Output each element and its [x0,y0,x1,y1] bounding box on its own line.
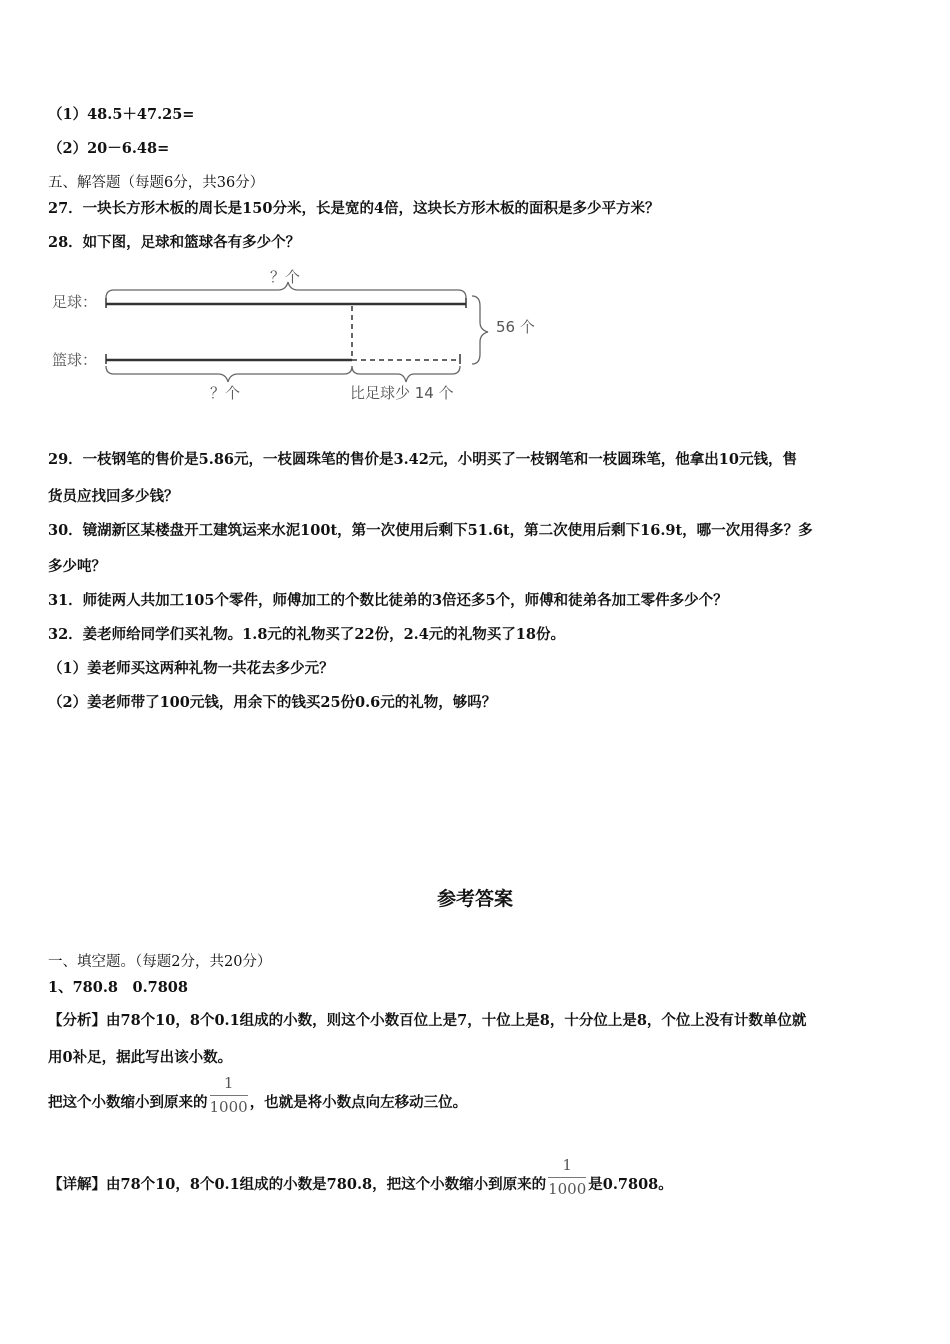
answers-section-1-heading: 一、填空题。（每题2分，共20分） [48,954,272,970]
ball-diagram [48,262,548,412]
diff-brace [352,366,460,382]
calc-question-1: （1）48.5＋47.25= [48,106,195,123]
question-30-line-2: 多少吨？ [48,558,106,575]
total-label: 56 个 [496,318,535,336]
diff-label: 比足球少 14 个 [350,384,454,402]
football-question-label: ？个 [270,268,301,286]
football-label: 足球： [52,293,98,311]
calc-question-2: （2）20－6.48= [48,140,170,157]
answer-1-analysis-line-2: 用0补足，据此写出该小数。 [48,1049,233,1066]
question-27: 27．一块长方形木板的周长是150分米，长是宽的4倍，这块长方形木板的面积是多少平方米？ [48,200,660,217]
answer-1-detail-line [48,1156,673,1206]
shrink-text-after: ，也就是将小数点向左移动三位。 [249,1094,468,1111]
question-32-part-2: （2）姜老师带了100元钱，用余下的钱买25份0.6元的礼物，够吗？ [48,694,497,711]
answers-title: 参考答案 [436,888,513,910]
fraction-one-thousandth: $\frac{1}{1000}$ [209,1074,248,1116]
detail-text-before: 【详解】由78个10，8个0.1组成的小数是780.8，把这个小数缩小到原来的 [48,1176,547,1193]
basketball-label: 篮球： [52,351,98,369]
question-29-line-1: 29．一枝钢笔的售价是5.86元，一枝圆珠笔的售价是3.42元，小明买了一枝钢笔和一枝圆珠笔，他拿出10元钱，售 [48,451,797,468]
basketball-brace [106,366,352,382]
question-29-line-2: 货员应找回多少钱？ [48,488,179,505]
question-32: 32．姜老师给同学们买礼物。1.8元的礼物买了22份，2.4元的礼物买了18份。 [48,626,565,643]
shrink-text-before: 把这个小数缩小到原来的 [48,1094,208,1111]
total-brace [472,296,488,364]
question-31: 31．师徒两人共加工105个零件，师傅加工的个数比徒弟的3倍还多5个，师傅和徒弟各加工零件多少个？ [48,592,728,609]
question-28: 28．如下图，足球和篮球各有多少个？ [48,234,301,251]
answer-1: 1、780.8 0.7808 [48,979,188,996]
answer-1-analysis-line-1: 【分析】由78个10，8个0.1组成的小数，则这个小数百位上是7，十位上是8，十分位上是8，个位上没有计数单位就 [48,1012,807,1029]
fraction-one-thousandth-detail: $\frac{1}{1000}$ [548,1156,587,1198]
question-30-line-1: 30．镜湖新区某楼盘开工建筑运来水泥100t，第一次使用后剩下51.6t，第二次使用后剩下16.9t，哪一次用得多？多 [48,522,813,539]
section-5-heading: 五、解答题（每题6分，共36分） [48,175,265,191]
question-32-part-1: （1）姜老师买这两种礼物一共花去多少元？ [48,660,334,677]
basketball-question-label: ？个 [210,384,241,402]
detail-text-after: 是0.7808。 [588,1176,673,1193]
answer-1-shrink-line [48,1074,468,1124]
